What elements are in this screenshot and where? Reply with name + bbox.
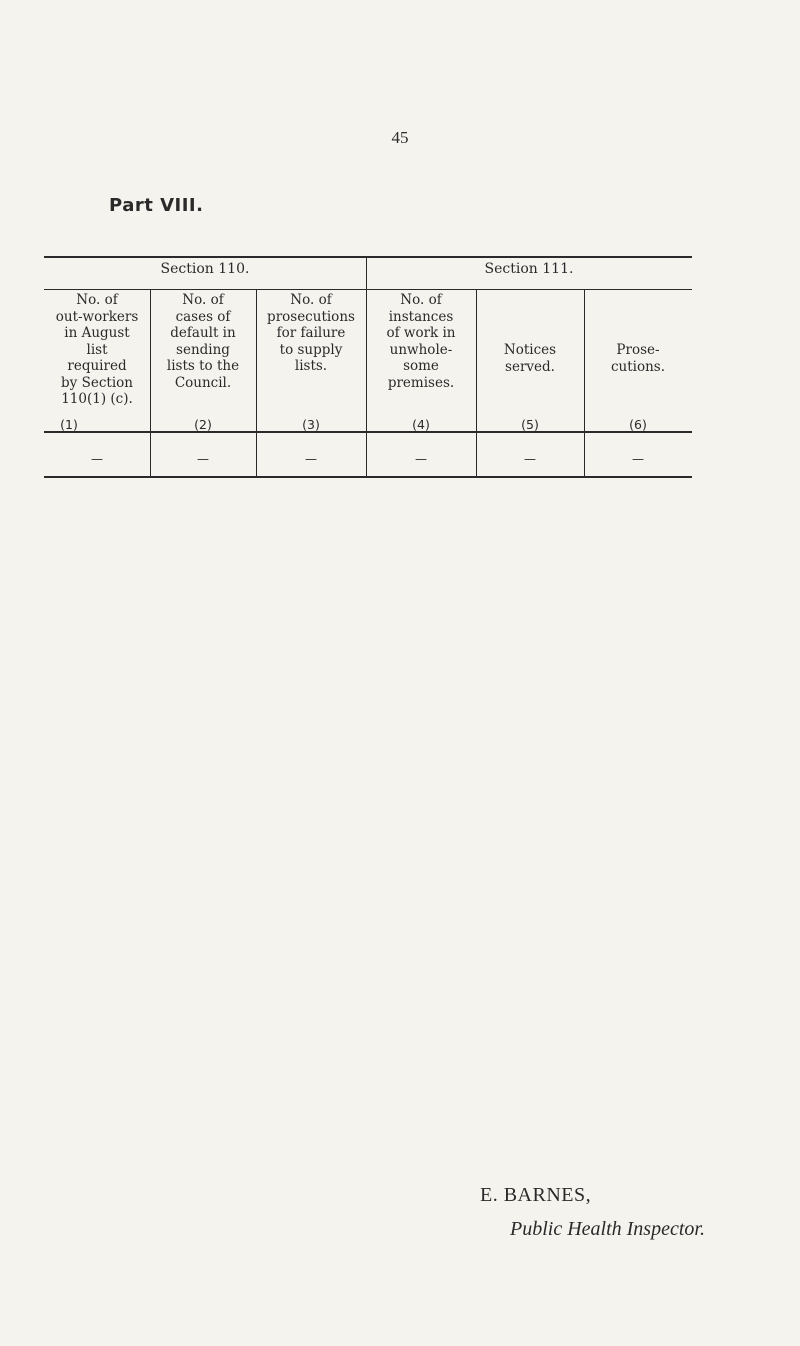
table-cell-1: — xyxy=(91,452,103,466)
part-title: Part VIII. xyxy=(109,195,204,216)
column-header-6: Prose- cutions. xyxy=(610,342,666,375)
page-number: 45 xyxy=(391,128,409,147)
column-number-4: (4) xyxy=(412,417,430,432)
column-number-5: (5) xyxy=(521,417,539,432)
table-cell-6: — xyxy=(632,452,644,466)
section-111-header: Section 111. xyxy=(484,261,574,277)
column-number-3: (3) xyxy=(302,417,320,432)
column-header-3: No. of prosecutions for failure to supply lists. xyxy=(267,292,355,374)
column-header-2: No. of cases of default in sending lists to the Council. xyxy=(166,292,240,391)
column-divider xyxy=(584,289,585,477)
column-header-4: No. of instances of work in unwhole- some premises. xyxy=(386,292,456,391)
out-workers-table xyxy=(44,256,692,478)
table-cell-4: — xyxy=(415,452,427,466)
table-cell-3: — xyxy=(305,452,317,466)
signature-name: E. BARNES, xyxy=(480,1184,592,1206)
column-header-5: Notices served. xyxy=(503,342,557,375)
signature-title: Public Health Inspector. xyxy=(510,1218,705,1240)
section-divider-rule xyxy=(44,289,692,290)
table-cell-2: — xyxy=(197,452,209,466)
table-cell-5: — xyxy=(524,452,536,466)
column-number-2: (2) xyxy=(194,417,212,432)
column-number-1: (1) xyxy=(60,417,78,432)
table-top-rule xyxy=(44,256,692,258)
column-header-1: No. of out-workers in August list required by Section 110(1) (c). xyxy=(55,292,139,407)
column-number-6: (6) xyxy=(629,417,647,432)
table-bottom-rule xyxy=(44,476,692,478)
section-110-header: Section 110. xyxy=(160,261,250,277)
column-divider xyxy=(476,289,477,477)
